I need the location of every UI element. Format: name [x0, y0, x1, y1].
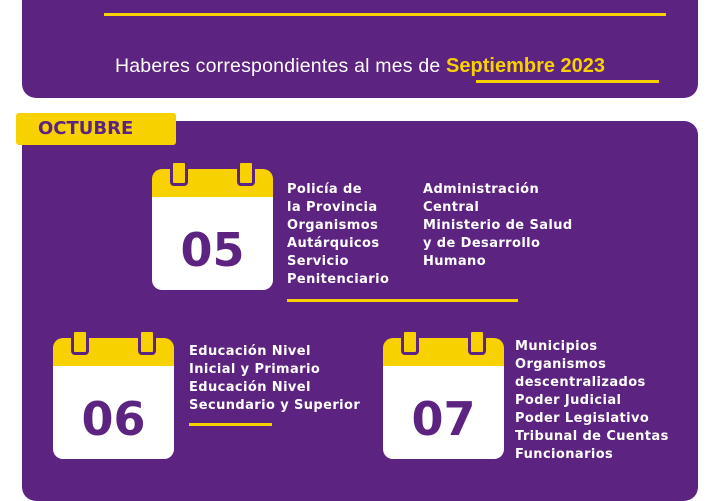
list-item: Administración — [423, 182, 540, 197]
list-item: Organismos — [515, 357, 607, 372]
groups-05-right — [423, 181, 573, 271]
list-item: Organismos — [287, 218, 379, 233]
subtitle-highlight: Septiembre 2023 — [446, 55, 606, 77]
calendar-ring-icon — [138, 329, 156, 355]
header-banner — [22, 0, 698, 98]
calendar-icon-07 — [383, 338, 504, 459]
list-item: Educación Nivel — [189, 344, 311, 359]
groups-06 — [189, 343, 360, 415]
list-item: Central — [423, 200, 480, 215]
divider-06 — [189, 423, 272, 426]
list-item: Poder Judicial — [515, 393, 622, 408]
month-label: OCTUBRE — [16, 113, 176, 145]
calendar-ring-icon — [71, 329, 89, 355]
list-item: Penitenciario — [287, 272, 390, 287]
list-item: Inicial y Primario — [189, 362, 321, 377]
subtitle — [0, 54, 720, 78]
date-day: 06 — [81, 392, 146, 446]
list-item: Poder Legislativo — [515, 411, 650, 426]
groups-05-left — [287, 181, 389, 289]
list-item: Ministerio de Salud — [423, 218, 573, 233]
date-day: 05 — [180, 223, 245, 277]
list-item: Autárquicos — [287, 236, 380, 251]
list-item: Policía de — [287, 182, 362, 197]
title-underline — [104, 13, 666, 16]
date-day: 07 — [411, 392, 476, 446]
list-item: Secundario y Superior — [189, 398, 361, 413]
subtitle-underline — [476, 80, 659, 83]
calendar-ring-icon — [170, 160, 188, 186]
list-item: Tribunal de Cuentas — [515, 429, 669, 444]
list-item: Funcionarios — [515, 447, 614, 462]
list-item: la Provincia — [287, 200, 378, 215]
groups-07 — [515, 338, 669, 464]
list-item: Servicio — [287, 254, 349, 269]
divider-05 — [287, 299, 518, 302]
calendar-ring-icon — [468, 329, 486, 355]
calendar-ring-icon — [401, 329, 419, 355]
list-item: Municipios — [515, 339, 598, 354]
calendar-icon-05 — [152, 169, 273, 290]
list-item: Educación Nivel — [189, 380, 311, 395]
subtitle-prefix: Haberes correspondientes al mes de — [114, 55, 447, 77]
calendar-icon-06 — [53, 338, 174, 459]
calendar-ring-icon — [237, 160, 255, 186]
list-item: descentralizados — [515, 375, 646, 390]
list-item: Humano — [423, 254, 487, 269]
list-item: y de Desarrollo — [423, 236, 541, 251]
